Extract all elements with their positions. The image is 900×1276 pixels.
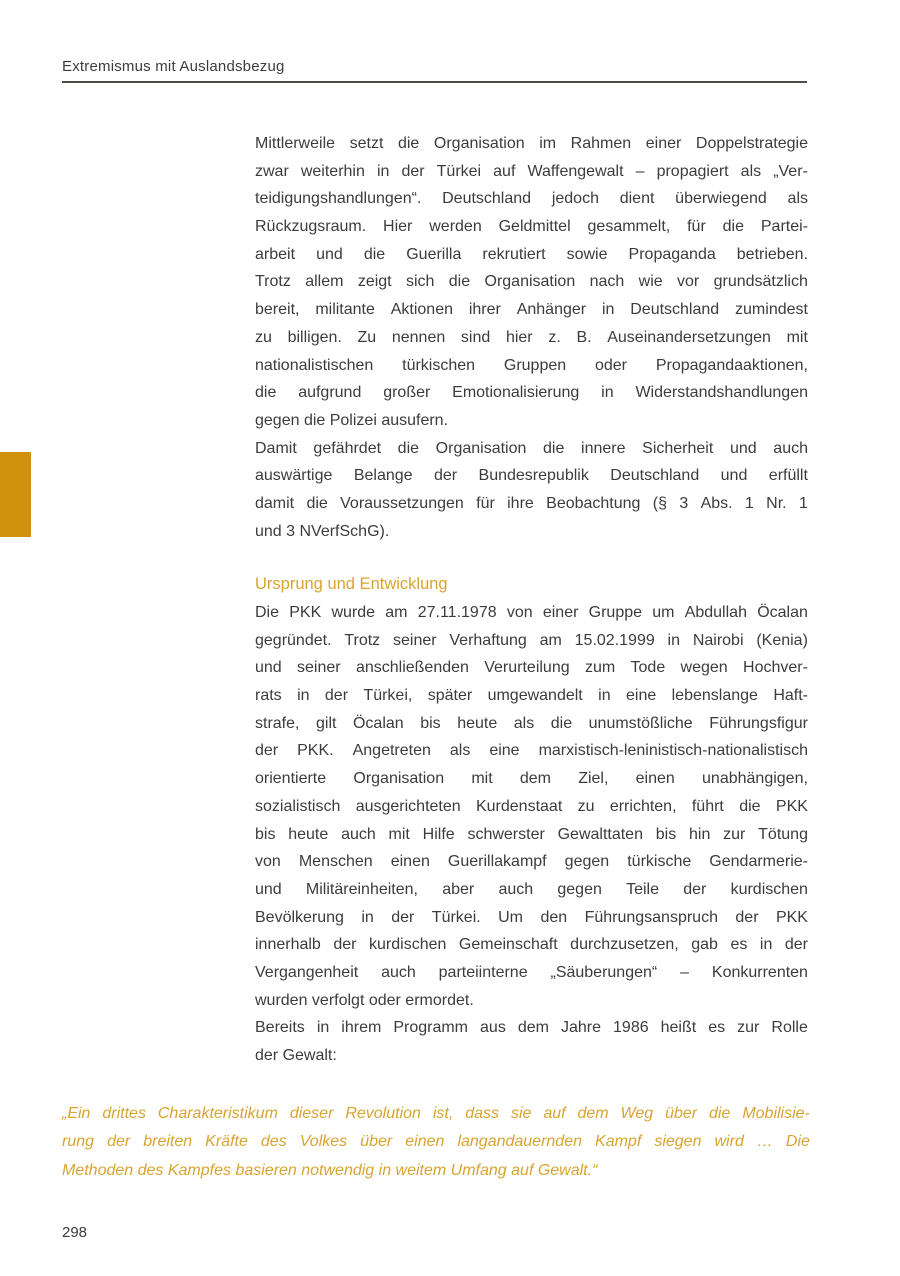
paragraph [255,130,808,435]
text-line: orientierte Organisation mit dem Ziel, einen unabhängigen, [255,770,808,788]
text-line: Bereits in ihrem Programm aus dem Jahre 1986 heißt es zur Rolle [255,1019,808,1037]
text-line: bis heute auch mit Hilfe schwerster Gewalttaten bis hin zur Tötung [255,825,808,843]
text-line: zwar weiterhin in der Türkei auf Waffengewalt – propagiert als „Ver- [255,162,808,180]
text-line: Mittlerweile setzt die Organisation im Rahmen einer Doppelstrategie [255,135,808,152]
paragraph-marked [255,435,808,546]
text-line: der PKK. Angetreten als eine marxistisch-leninistisch-nationalistisch [255,742,808,760]
text-line: der Gewalt: [255,1047,337,1064]
text-line: strafe, gilt Öcalan bis heute als die unumstößliche Führungsfigur [255,714,808,732]
text-line: Vergangenheit auch parteiinterne „Säuberungen“ – Konkurrenten [255,963,808,981]
text-line: gegen die Polizei ausufern. [255,411,449,429]
text-line: gegründet. Trotz seiner Verhaftung am 15.02.1999 in Nairobi (Kenia) [255,631,808,649]
text-line: wurden verfolgt oder ermordet. [255,991,474,1009]
text-line: bereit, militante Aktionen ihrer Anhänger in Deutschland zumindest [255,301,808,319]
text-line: „Ein drittes Charakteristikum dieser Revolution ist, dass sie auf dem Weg über die Mobilisie- [62,1105,810,1122]
text-line: Die PKK wurde am 27.11.1978 von einer Gruppe um Abdullah Öcalan [255,604,808,621]
paragraph [255,1014,808,1069]
text-line: auswärtige Belange der Bundesrepublik Deutschland und erfüllt [255,467,808,485]
text-line: die aufgrund großer Emotionalisierung in Widerstandshandlungen [255,384,808,402]
page-number: 298 [62,1224,88,1241]
text-line: Methoden des Kampfes basieren notwendig in weitem Umfang auf Gewalt.“ [62,1161,598,1179]
text-line: sozialistisch ausgerichteten Kurdenstaat zu errichten, führt die PKK [255,797,808,815]
text-line: Trotz allem zeigt sich die Organisation nach wie vor grundsätzlich [255,273,808,291]
body-column [255,130,808,1070]
text-line: rung der breiten Kräfte des Volkes über einen langandauernden Kampf siegen wird … Die [62,1133,810,1151]
text-line: und 3 NVerfSchG). [255,522,390,540]
section-heading: Ursprung und Entwicklung [255,575,448,594]
quote-block [62,1100,810,1185]
text-line: und seiner anschließenden Verurteilung zum Tode wegen Hochver- [255,659,808,677]
text-line: arbeit und die Guerilla rekrutiert sowie Propaganda betrieben. [255,245,808,263]
text-line: nationalistischen türkischen Gruppen oder Propagandaaktionen, [255,356,808,374]
text-line: Rückzugsraum. Hier werden Geldmittel gesammelt, für die Partei- [255,218,808,236]
text-line: von Menschen einen Guerillakampf gegen türkische Gendarmerie- [255,853,808,871]
text-line: zu billigen. Zu nennen sind hier z. B. Auseinandersetzungen mit [255,328,808,346]
text-line: innerhalb der kurdischen Gemeinschaft durchzusetzen, gab es in der [255,936,808,954]
section-accent-marker [0,452,31,537]
text-line: rats in der Türkei, später umgewandelt in eine lebenslange Haft- [255,687,808,705]
text-line: Damit gefährdet die Organisation die innere Sicherheit und auch [255,439,808,457]
text-line: und Militäreinheiten, aber auch gegen Teile der kurdischen [255,880,808,898]
running-header: Extremismus mit Auslandsbezug [62,58,285,75]
text-line: teidigungshandlungen“. Deutschland jedoch dient überwiegend als [255,190,808,208]
header-rule [62,81,807,83]
text-line: Bevölkerung in der Türkei. Um den Führungsanspruch der PKK [255,908,808,926]
text-line: damit die Voraussetzungen für ihre Beobachtung (§ 3 Abs. 1 Nr. 1 [255,494,808,512]
paragraph [255,599,808,1014]
